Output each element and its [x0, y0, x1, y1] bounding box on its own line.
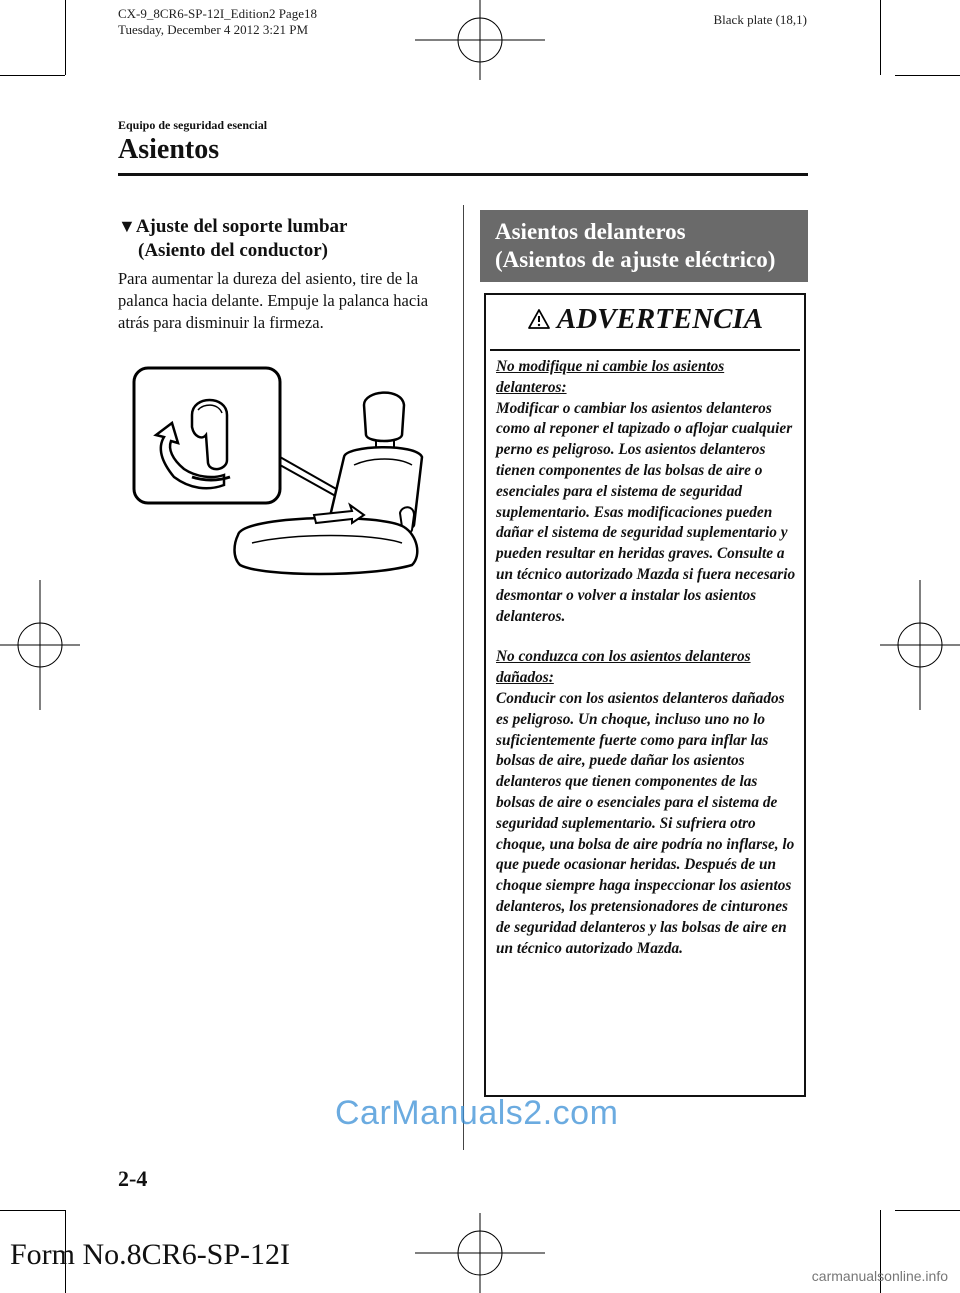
print-timestamp: Tuesday, December 4 2012 3:21 PM [118, 22, 309, 37]
banner-line1: Asientos delanteros [495, 219, 686, 244]
registration-mark-top [415, 0, 545, 80]
section-label: Equipo de seguridad esencial [118, 118, 268, 132]
print-metadata [118, 6, 317, 38]
banner-line2: (Asientos de ajuste eléctrico) [495, 247, 776, 272]
warning-title [486, 303, 804, 336]
registration-mark-right [880, 580, 960, 710]
lumbar-heading-line1: Ajuste del soporte lumbar [135, 216, 348, 237]
registration-mark-left [0, 580, 80, 710]
warning-p1-heading: No modifique ni cambie los asientos delanteros: [496, 358, 725, 396]
form-number: Form No.8CR6-SP-12I [10, 1238, 291, 1271]
crop-mark-top-left-h [0, 75, 65, 76]
warning-rule [490, 349, 800, 351]
crop-mark-top-left-v [65, 0, 66, 75]
warning-p2-body: Conducir con los asientos delanteros dañados es peligroso. Un choque, incluso uno no lo suficientemente fuerte como para inflar las bolsas de aire, puede dañar los asientos delanteros que tienen componentes de las bolsas de aire o esenciales para el sistema de seguridad suplementario. Si sufriera otro choque, una bolsa de aire podría no inflarse, lo que puede ocasionar heridas. Después de un choque siempre haga inspeccionar los asientos delanteros, los pretensionadores de cinturones de seguridad delanteros y las bolsas de aire en un técnico autorizado Mazda. [496, 689, 795, 957]
triangle-marker-icon: ▼ [118, 216, 136, 236]
page-title: Asientos [118, 134, 220, 165]
lumbar-instructions: Para aumentar la dureza del asiento, tire de la palanca hacia delante. Empuje la palanca hacia atrás para disminuir la firmeza. [118, 269, 429, 332]
crop-mark-top-right-v [880, 0, 881, 75]
warning-p2-heading: No conduzca con los asientos delanteros dañados: [496, 648, 751, 687]
warning-title-text: ADVERTENCIA [556, 303, 764, 335]
page-number: 2-4 [118, 1166, 148, 1191]
warning-p1-body: Modificar o cambiar los asientos delanteros como al reponer el tapizado o aflojar cualquier perno es peligroso. Los asientos delanteros tienen componentes de las bolsas de aire o esenciales para el sistema de seguridad suplementario. Esas modificaciones pueden dañar el sistema de seguridad suplementario y pueden resultar en heridas graves. Consulte a un técnico autorizado Mazda si fuera necesario desmontar o volver a instalar los asientos delanteros. [496, 399, 796, 625]
warning-text [496, 357, 798, 959]
warning-triangle-icon [527, 308, 551, 330]
crop-mark-bottom-right-h [895, 1210, 960, 1211]
title-rule [118, 173, 808, 176]
lumbar-heading-line2: (Asiento del conductor) [138, 240, 328, 261]
watermark: CarManuals2.com [335, 1094, 619, 1132]
print-file-name: CX-9_8CR6-SP-12I_Edition2 Page18 [118, 6, 317, 21]
registration-mark-bottom [415, 1213, 545, 1293]
site-watermark: carmanualsonline.info [811, 1268, 948, 1284]
section-banner-front-seats [480, 210, 808, 282]
seat-lumbar-lever-illustration [132, 365, 442, 580]
lumbar-heading [118, 214, 448, 263]
warning-box [484, 293, 806, 1097]
crop-mark-top-right-h [895, 75, 960, 76]
paragraph-gap [496, 627, 798, 647]
plate-label: Black plate (18,1) [713, 12, 807, 27]
crop-mark-bottom-left-h [0, 1210, 65, 1211]
column-divider [463, 205, 464, 1150]
